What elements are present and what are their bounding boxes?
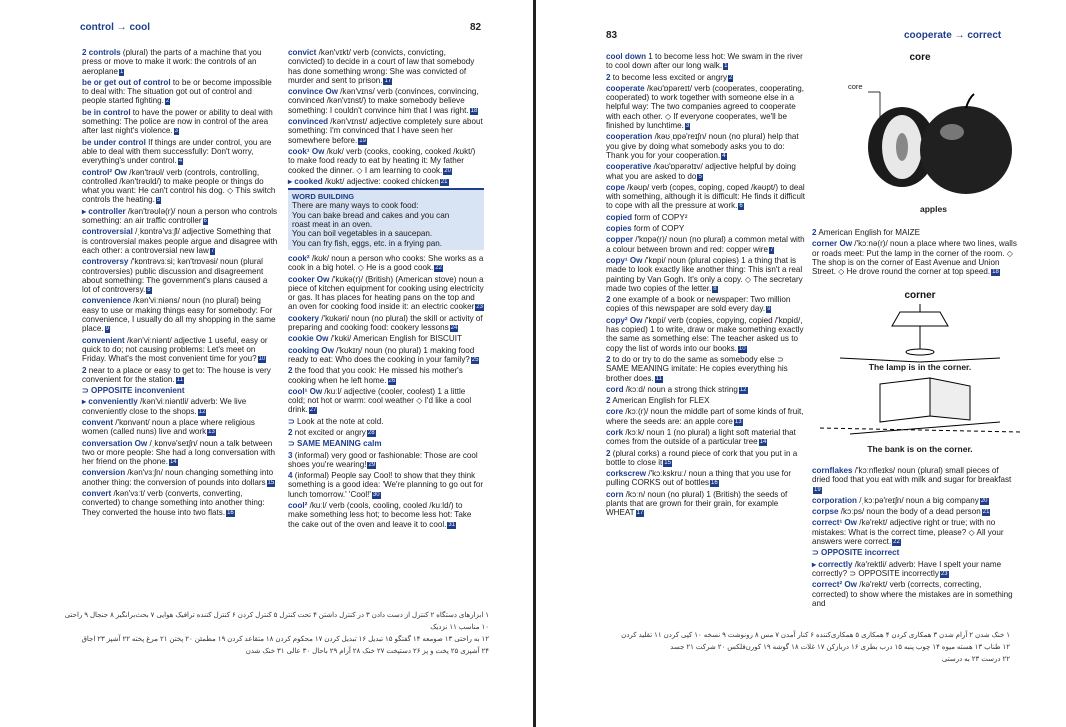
dictionary-entry: [606, 52, 806, 71]
dictionary-entry: [606, 407, 806, 426]
dictionary-entry: [812, 580, 1018, 608]
entry-definition: /kə'rekt/ adjective right or true; with no mistakes: What is the correct time, please? ◇ All your answers were correct.: [812, 518, 1004, 547]
entry-headword: correct¹ Ow: [812, 518, 857, 528]
dictionary-entry: [82, 108, 278, 136]
dictionary-entry: [606, 132, 806, 160]
entry-headword: 4: [288, 471, 293, 481]
lamp-in-corner-drawing: [820, 304, 1020, 364]
page-number-left: 82: [470, 22, 482, 33]
entry-definition: (informal) very good or fashionable: Those are cool shoes you're wearing!: [288, 450, 478, 469]
entry-headword: conversion: [82, 468, 126, 478]
dictionary-entry: [812, 507, 1018, 516]
dictionary-entry: [82, 439, 278, 467]
running-header-left: control → cool: [80, 22, 150, 33]
dictionary-entry: [606, 385, 806, 394]
entry-headword: copper: [606, 235, 633, 245]
bank-on-corner-drawing: [820, 376, 1020, 436]
word-building-line: roast meat in an oven.: [292, 220, 373, 230]
footnote-marker: 23: [940, 570, 948, 577]
dictionary-entry: [288, 87, 484, 115]
dictionary-entry: [606, 469, 806, 488]
entry-headword: corporation: [812, 495, 857, 505]
entry-headword: be or get out of control: [82, 77, 171, 87]
entry-headword: corner Ow: [812, 239, 853, 249]
entry-headword: be in control: [82, 107, 131, 117]
entry-headword: cooperation: [606, 132, 653, 142]
entry-headword: corpse: [812, 507, 839, 517]
dictionary-entry: [82, 257, 278, 294]
entry-headword: copy² Ow: [606, 315, 643, 325]
entry-definition: /'kɔːnfleɪks/ noun (plural) small pieces of dried food that you eat with milk and sugar for breakfast: [812, 466, 1012, 485]
word-building-line: You can bake bread and cakes and you can: [292, 210, 450, 220]
entry-definition: /kə'rekt/ verb (corrects, correcting, corrected) to show where the mistakes are in something and: [812, 580, 1013, 608]
footnote-marker: 19: [359, 137, 366, 144]
footnote-marker: 23: [476, 304, 483, 311]
entry-headword: correct² Ow: [812, 580, 857, 590]
dictionary-entry: [82, 78, 278, 106]
entry-headword: 2: [606, 396, 611, 406]
dictionary-entry: [812, 548, 1018, 557]
footnote-marker: 7: [769, 246, 774, 253]
dictionary-entry: [606, 316, 806, 353]
entry-headword: 2: [82, 365, 87, 375]
entry-headword: ⊃ SAME MEANING calm: [288, 439, 382, 449]
entry-headword: cooperate: [606, 83, 645, 93]
dictionary-entry: [288, 428, 484, 437]
entry-headword: cook²: [288, 253, 310, 263]
footnote-marker: 3: [685, 123, 690, 130]
dictionary-entry: [288, 314, 484, 333]
entry-definition: one example of a book or newspaper: Two million copies of this newspaper are sold every day.: [606, 295, 791, 314]
dictionary-entry: [288, 346, 484, 365]
entry-definition: (plural) the parts of a machine that you press or move to make it work: the controls of an aeroplane: [82, 48, 262, 76]
translation-notes-right: [596, 630, 1010, 666]
footnote-marker: 21: [982, 509, 990, 516]
entry-definition: /kəʊˌɒpə'reɪʃn/ noun (no plural) help that you give by doing what somebody asks you to do: Thank you for your cooperation.: [606, 132, 799, 160]
dictionary-entry: [606, 162, 806, 181]
entry-definition: 1 to become less hot: We swam in the river to cool down after our long walk.: [606, 52, 803, 71]
entry-definition: /'kʊki/ American English for BISCUIT: [328, 334, 462, 344]
entry-definition: American English for MAIZE: [816, 228, 920, 237]
entry-definition: /kuːl/ adjective (cooler, coolest) 1 a little cold; not hot or warm: cool weather ◇ I'd like a cool drink.: [288, 386, 472, 415]
entry-definition: /ˌkɒnvə'seɪʃn/ noun a talk between two or more people: She had a long conversation with her friend on the phone.: [82, 438, 276, 467]
core-figure-caption: apples: [920, 204, 947, 214]
entry-headword: copy¹ Ow: [606, 255, 643, 265]
dictionary-entry: [812, 496, 1018, 505]
entry-headword: cool down: [606, 52, 647, 61]
entry-headword: corkscrew: [606, 469, 647, 479]
entry-headword: ▸ conveniently: [82, 397, 138, 407]
translation-notes-left: [60, 610, 489, 658]
entry-headword: 2: [606, 354, 611, 364]
dictionary-entry: [288, 48, 484, 85]
entry-headword: 2 controls: [82, 48, 121, 57]
entry-headword: ⊃ OPPOSITE incorrect: [812, 548, 900, 558]
entry-headword: copied: [606, 212, 633, 222]
dictionary-entry: [288, 147, 484, 175]
footnote-marker: 26: [388, 377, 396, 384]
core-illustration: [820, 52, 1020, 222]
entry-headword: ▸ controller: [82, 206, 126, 216]
entry-definition: to be or become impossible to deal with: The situation got out of control and people started fighting.: [82, 77, 272, 106]
entry-definition: /kən'vɪkt/ verb (convicts, convicting, convicted) to decide in a court of law that somebody has done something wrong: She was convicted of murder and sent to prison.: [288, 48, 475, 85]
footnote-marker: 2: [165, 98, 170, 105]
dictionary-entry: [82, 366, 278, 385]
entry-headword: 2: [606, 295, 611, 305]
entry-headword: convict: [288, 48, 317, 57]
entry-definition: /kən'vɪnst/ adjective completely sure about something: I'm convinced that I have seen her somewhere before.: [288, 117, 483, 145]
entry-headword: copies: [606, 224, 632, 234]
entry-definition: the food that you cook: He missed his mother's cooking when he left home.: [288, 366, 463, 385]
entry-definition: /kən'viːniənt/ adjective 1 useful, easy or quick to do; not causing problems: Let's meet on Friday. What's the most convenient time for you?: [82, 335, 268, 364]
dictionary-entry: [82, 468, 278, 487]
entry-definition: /kən'viːniəntli/ adverb: We live conveniently close to the shops.: [82, 397, 247, 416]
footnote-marker: 11: [655, 375, 662, 382]
footnote-marker: 31: [448, 521, 456, 528]
dictionary-entry: [82, 227, 278, 255]
footnote-marker: 20: [980, 497, 988, 504]
entry-definition: /kɔːn/ noun (no plural) 1 (British) the seeds of plants that are grown for their grain, for example WHEAT: [606, 489, 788, 518]
entry-definition: /'kɔːnə(r)/ noun a place where two lines, walls or roads meet: Put the lamp in the corner of the room. ◇ The shop is on the corner of East Avenue and Union Street. ◇ He drove round the corner at top speed.: [812, 239, 1017, 277]
entry-definition: /'kɔːkskruː/ noun a thing that you use for pulling CORKS out of bottles: [606, 469, 792, 488]
entry-definition: form of COPY: [631, 224, 685, 234]
entry-definition: /kʊk/ noun a person who cooks: She works as a cook in a big hotel. ◇ He is a good cook.: [288, 253, 484, 273]
entry-definition: /kən'vɜːʃn/ noun changing something into another thing: the conversion of pounds into dollars: [82, 468, 274, 487]
right-page: [536, 0, 1066, 727]
footnote-marker: 17: [636, 510, 644, 517]
dictionary-entry: [288, 439, 484, 448]
left-column-1: [82, 48, 278, 519]
dictionary-entry: [288, 387, 484, 415]
right-column-2-continued: [812, 466, 1018, 610]
footnote-marker: 9: [105, 326, 109, 333]
footnote-marker: 4: [722, 152, 726, 159]
footnote-marker: 18: [470, 107, 478, 114]
entry-headword: cookie Ow: [288, 334, 329, 344]
footnote-marker: 25: [471, 356, 479, 363]
entry-definition: /kəʊ'ɒpərətɪv/ adjective helpful by doing what you are asked to do: [606, 162, 796, 181]
entry-headword: corn: [606, 489, 624, 499]
entry-headword: cooperative: [606, 162, 652, 172]
word-building-line: You can fry fish, eggs, etc. in a frying pan.: [292, 238, 442, 248]
entry-headword: cope: [606, 182, 625, 192]
entry-headword: cool²: [288, 501, 308, 511]
left-column-2: [288, 48, 484, 531]
footnote-marker: 22: [893, 539, 900, 546]
entry-definition: /kən'vɪns/ verb (convinces, convincing, convinced /kən'vɪnst/) to make somebody believe something: I couldn't convince him that I was right.: [288, 87, 479, 115]
entry-definition: /kən'viːniəns/ noun (no plural) being easy to use or making things easy for somebody: For convenience, I usually do all my shopping in the same place.: [82, 296, 276, 334]
entry-headword: convenience: [82, 296, 132, 306]
dictionary-entry: [288, 451, 484, 470]
footnote-marker: 8: [713, 285, 717, 292]
translation-note-line: ۲۴ آشپزی ۲۵ پخت و پز ۲۶ دستپخت ۲۷ خنک ۲۸ آرام ۲۹ باحال ۳۰ عالی ۳۱ خنک شدن: [245, 648, 489, 655]
dictionary-entry: [812, 239, 1018, 276]
entry-definition: /ˌkɔːpə'reɪʃn/ noun a big company: [856, 495, 979, 505]
entry-definition: /'kʊkəri/ noun (no plural) the skill or activity of preparing and cooking food: cookery lessons: [288, 313, 483, 333]
footnote-marker: 18: [992, 269, 999, 276]
footnote-marker: 11: [176, 376, 183, 383]
entry-definition: to do or try to do the same as somebody else ⊃ SAME MEANING imitate: He copies everything his brother does.: [606, 354, 788, 383]
footnote-marker: 13: [208, 429, 215, 436]
dictionary-entry: [82, 418, 278, 437]
entry-definition: /ˌkɒntrə'vɜːʃl/ adjective Something that is controversial makes people argue and disagree with each other: a controversial new law: [82, 227, 278, 255]
dictionary-entry: [606, 224, 806, 233]
corner-illustration: [820, 290, 1020, 462]
dictionary-entry: [288, 417, 484, 426]
dictionary-entry: [606, 490, 806, 518]
footnote-marker: 10: [738, 345, 746, 352]
dictionary-entry: [82, 386, 278, 395]
footnote-marker: 20: [444, 167, 451, 174]
entry-headword: convert: [82, 489, 112, 499]
entry-definition: /'kɒntrəvɜːsi; kən'trɒvəsi/ noun (plural controversies) public discussion and disagreement about something: The government's plans caused a lot of controversy.: [82, 257, 268, 295]
entry-headword: cornflakes: [812, 466, 853, 475]
entry-definition: /kɔːk/ noun 1 (no plural) a light soft material that comes from the outside of a particular tree: [606, 427, 796, 447]
entry-headword: cork: [606, 427, 624, 437]
entry-headword: cook¹ Ow: [288, 146, 325, 156]
entry-headword: 2: [288, 366, 293, 376]
entry-definition: /kɔːd/ noun a strong thick string: [623, 384, 738, 394]
entry-definition: If things are under control, you are able to deal with them successfully: Don't worry, everything's under control.: [82, 137, 272, 166]
entry-headword: 2: [812, 228, 817, 237]
word-building-line: You can boil vegetables in a saucepan.: [292, 229, 433, 239]
entry-headword: controversy: [82, 257, 129, 267]
entry-definition: (plural corks) a round piece of cork that you put in a bottle to close it: [606, 448, 798, 467]
entry-headword: 2: [606, 72, 611, 82]
entry-definition: /kə'rektli/ adverb: Have I spelt your name correctly? ⊃ OPPOSITE incorrectly: [812, 559, 1002, 578]
entry-headword: conversation Ow: [82, 438, 148, 448]
word-building-line: There are many ways to cook food:: [292, 201, 419, 211]
footnote-marker: 12: [739, 386, 747, 393]
entry-definition: /kən'vɜːt/ verb (converts, converting, converted) to change something into another thing: They converted the house into two flats.: [82, 489, 265, 517]
footnote-marker: 16: [711, 480, 718, 487]
footnote-marker: 16: [227, 509, 234, 516]
corner-figure-title: corner: [904, 290, 936, 301]
dictionary-entry: [812, 518, 1018, 546]
entry-headword: cooker Ow: [288, 274, 330, 284]
dictionary-entry: [82, 168, 278, 205]
footnote-marker: 15: [267, 479, 275, 486]
dictionary-entry: [606, 449, 806, 468]
entry-definition: form of COPY²: [632, 212, 688, 222]
translation-note-line: ۱ خنک شدن ۲ آرام شدن ۳ همکاری کردن ۴ همکاری ۵ همکاری‌کننده ۶ کنار آمدن ۷ مس ۸ رونوشت ۹ نسخه ۱۰ کپی کردن ۱۱ تقلید کردن: [621, 632, 1010, 639]
footnote-marker: 1: [724, 63, 728, 70]
dictionary-entry: [82, 336, 278, 364]
entry-headword: cord: [606, 384, 624, 394]
running-header-right: cooperate → correct: [904, 30, 1002, 41]
entry-definition: /'kɒnvənt/ noun a place where religious women (called nuns) live and work: [82, 417, 255, 437]
entry-definition: /kuːl/ verb (cools, cooling, cooled /kuːld/) to make something less hot; to become less hot: Take the cake out of the oven and leave it to cool.: [288, 501, 472, 529]
footnote-marker: 15: [664, 459, 671, 466]
right-column-2: [812, 228, 1018, 278]
footnote-marker: 27: [309, 407, 317, 414]
entry-headword: convince Ow: [288, 87, 338, 97]
corner-caption-bank: The bank is on the corner.: [867, 444, 973, 454]
footnote-marker: 4: [178, 158, 183, 165]
footnote-marker: 6: [203, 218, 207, 225]
apple-drawing: [820, 72, 1020, 202]
dictionary-entry: [82, 138, 278, 166]
entry-definition: American English for FLEX: [610, 396, 710, 406]
footnote-marker: 3: [174, 128, 178, 135]
entry-headword: ▸ correctly: [812, 559, 853, 569]
footnote-marker: 22: [435, 265, 442, 272]
word-building-title: WORD BUILDING: [292, 192, 355, 202]
dictionary-entry: [606, 355, 806, 383]
footnote-marker: 14: [759, 439, 767, 446]
footnote-marker: 24: [450, 325, 458, 332]
footnote-marker: 5: [698, 173, 702, 180]
entry-definition: /'kʊkə(r)/ (British) (American stove) noun a piece of kitchen equipment for cooking using electricity or gas. It has places for heating pans on the top and an oven for cooking food inside it: an electric cooker: [288, 274, 484, 312]
footnote-marker: 21: [440, 178, 448, 185]
dictionary-entry: [288, 334, 484, 343]
entry-definition: /kəʊp/ verb (copes, coping, coped /kəʊpt/) to deal with something, although it is difficult: He finds it difficult to cope with all the pressure at work.: [606, 182, 805, 211]
page-number-right: 83: [606, 30, 618, 41]
entry-definition: near to a place or easy to get to: The house is very convenient for the station.: [82, 365, 271, 384]
footnote-marker: 28: [367, 429, 375, 436]
entry-headword: cookery: [288, 313, 320, 323]
entry-headword: core: [606, 407, 624, 417]
entry-headword: convenient: [82, 335, 125, 345]
dictionary-entry: [82, 48, 278, 76]
dictionary-entry: [606, 256, 806, 293]
core-figure-title: core: [909, 52, 931, 63]
entry-headword: convinced: [288, 117, 329, 127]
dictionary-entry: [288, 275, 484, 312]
entry-definition: /kən'trəʊl/ verb (controls, controlling, controlled /kən'trəʊld/) to make people or things do what you want: He can't control his dog. ◇ This switch controls the heating.: [82, 167, 276, 205]
dictionary-entry: [82, 296, 278, 333]
entry-definition: to have the power or ability to deal with something: The police are now in control of the area after last night's violence.: [82, 107, 273, 136]
footnote-marker: 6: [739, 203, 743, 210]
footnote-marker: 14: [169, 459, 177, 466]
dictionary-entry: [288, 254, 484, 273]
entry-definition: Look at the note at cold.: [294, 416, 384, 426]
dictionary-entry: [606, 84, 806, 130]
translation-note-line: ۲۲ درست ۲۳ به درستی: [941, 656, 1010, 663]
dictionary-entry: [812, 228, 1018, 237]
entry-definition: to become less excited or angry: [610, 72, 728, 82]
entry-definition: /kʊk/ verb (cooks, cooking, cooked /kʊkt/) to make food ready to eat by heating it: My father cooked the dinner. ◇ I am learning to cook.: [288, 146, 476, 175]
dictionary-entry: [82, 397, 278, 416]
dictionary-entry: [606, 213, 806, 222]
entry-definition: /'kʊkɪŋ/ noun (no plural) 1 making food ready to eat: Who does the cooking in your family?: [288, 345, 475, 364]
footnote-marker: 10: [258, 356, 266, 363]
dictionary-entry: [606, 73, 806, 82]
footnote-marker: 13: [734, 418, 742, 425]
entry-definition: /kʊkt/ adjective: cooked chicken: [322, 176, 439, 186]
entry-definition: /'kɒpi/ verb (copies, copying, copied /'kɒpid/, has copied) 1 to write, draw or make something exactly the same as something else: The teacher asked us to copy the list of words into our books.: [606, 315, 804, 353]
entry-headword: convent: [82, 417, 114, 427]
dictionary-entry: [288, 501, 484, 529]
footnote-marker: 17: [384, 77, 392, 84]
entry-headword: 2: [288, 427, 293, 437]
dictionary-entry: [288, 177, 484, 186]
footnote-marker: 30: [372, 491, 380, 498]
word-building-box: [288, 188, 484, 250]
dictionary-entry: [606, 396, 806, 405]
footnote-marker: 9: [767, 306, 771, 313]
footnote-marker: 19: [814, 486, 821, 493]
entry-headword: cooking Ow: [288, 345, 334, 355]
footnote-marker: 2: [729, 74, 733, 81]
core-figure-label: core: [848, 82, 863, 91]
footnote-marker: 7: [210, 247, 215, 254]
dictionary-entry: [82, 207, 278, 226]
dictionary-entry: [288, 117, 484, 145]
dictionary-entry: [812, 466, 1018, 494]
dictionary-entry: [812, 560, 1018, 579]
entry-definition: /kɔːps/ noun the body of a dead person: [838, 507, 981, 517]
footnote-marker: 12: [198, 408, 206, 415]
translation-note-line: ۱ ابزارهای دستگاه ۲ کنترل از دست دادن ۳ در کنترل داشتن ۴ تحت کنترل ۵ کنترل کردن ۶ کنترل کننده ترافیک هوایی ۷ بحث‌برانگیز ۸ جنجال ۹ راحتی ۱۰ مناسب ۱۱ نزدیک: [64, 612, 489, 631]
entry-headword: controversial: [82, 227, 133, 237]
entry-definition: /kən'trəʊlə(r)/ noun a person who controls something: an air traffic controller: [82, 206, 278, 226]
entry-headword: 3: [288, 450, 293, 460]
entry-definition: not excited or angry: [292, 427, 366, 437]
translation-note-line: ۱۲ طناب ۱۳ هسته میوه ۱۴ چوب پنبه ۱۵ درب بطری ۱۶ دربازکن ۱۷ غلات ۱۸ گوشه ۱۹ کورن‌فلکس ۲۰ شرکت ۲۱ جسد: [670, 644, 1010, 651]
footnote-marker: 5: [156, 197, 161, 204]
dictionary-entry: [606, 235, 806, 254]
dictionary-entry: [606, 295, 806, 314]
translation-note-line: ۱۲ به راحتی ۱۳ صومعه ۱۴ گفتگو ۱۵ تبدیل ۱۶ تبدیل کردن ۱۷ محکوم کردن ۱۸ متقاعد کردن ۱۹ مطمئن ۲۰ پختن ۲۱ مرغ پخته ۲۲ آشپز ۲۳ اجاق: [81, 636, 489, 643]
entry-definition: /kəʊ'ɒpəreɪt/ verb (cooperates, cooperating, cooperated) to work together with someone else in a helpful way: The two companies agreed to cooperate with each other. ◇ If everyone cooperates, we'll be finished by lunchtime.: [606, 83, 804, 131]
entry-definition: (informal) People say Cool! to show that they think something is a good idea: 'We're planning to go out for lunch tomorrow.' 'Cool!': [288, 471, 484, 499]
dictionary-entry: [606, 183, 806, 211]
footnote-marker: 1: [120, 68, 124, 75]
dictionary-entry: [82, 489, 278, 517]
footnote-marker: 8: [147, 287, 151, 294]
entry-headword: control² Ow: [82, 167, 127, 177]
entry-definition: /'kɒpi/ noun (plural copies) 1 a thing that is made to look exactly like another thing: This isn't a real painting by Van Gogh. It's only a copy. ◇ The secretary made two copies of the letter.: [606, 255, 803, 293]
entry-headword: ⊃: [288, 416, 295, 426]
dictionary-entry: [288, 366, 484, 385]
entry-headword: cool¹ Ow: [288, 386, 323, 396]
entry-headword: ⊃ OPPOSITE inconvenient: [82, 386, 185, 396]
right-column-1: [606, 52, 806, 520]
dictionary-entry: [288, 471, 484, 499]
entry-definition: /'kɒpə(r)/ noun (no plural) a common metal with a colour between brown and red: copper wire: [606, 235, 805, 254]
entry-headword: be under control: [82, 137, 146, 147]
corner-caption-lamp: The lamp is in the corner.: [868, 362, 972, 372]
entry-headword: 2: [606, 448, 611, 458]
entry-headword: ▸ cooked: [288, 176, 323, 186]
footnote-marker: 29: [368, 461, 376, 468]
entry-definition: /kɔː(r)/ noun the middle part of some kinds of fruit, where the seeds are: an apple core: [606, 407, 804, 426]
dictionary-entry: [606, 428, 806, 447]
